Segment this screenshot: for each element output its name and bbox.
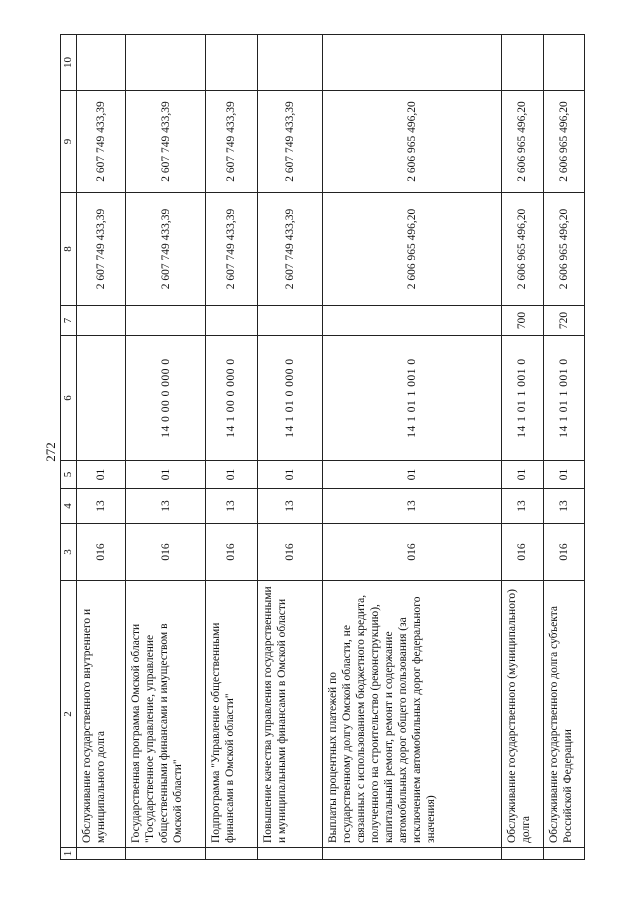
page-number: 272 <box>43 442 58 462</box>
cell-section: 13 <box>257 489 322 524</box>
cell-target-code: 14 1 01 1 001 0 <box>502 336 543 461</box>
cell-ministry: 016 <box>502 524 543 581</box>
table-row <box>322 35 501 860</box>
cell-target-code: 14 1 01 1 001 0 <box>322 336 501 461</box>
row-name: Обслуживание государственного внутреннего и муниципального долга <box>76 581 126 848</box>
cell-expense-type: 720 <box>543 306 584 336</box>
row-name: Обслуживание государственного (муниципального) долга <box>502 581 543 848</box>
cell-expense-type: 700 <box>502 306 543 336</box>
cell-amount: 2 606 965 496,20 <box>543 193 584 306</box>
cell-col10 <box>126 35 206 91</box>
cell-target-code: 14 1 01 1 001 0 <box>543 336 584 461</box>
row-name: Обслуживание государственного долга субъекта Российской Федерации <box>543 581 584 848</box>
cell-ministry: 016 <box>543 524 584 581</box>
cell-section: 13 <box>322 489 501 524</box>
cell-amount: 2 607 749 433,39 <box>257 193 322 306</box>
cell-section: 13 <box>205 489 257 524</box>
cell-subsection: 01 <box>502 461 543 489</box>
rotated-table-wrapper <box>60 35 585 860</box>
cell-amount-2: 2 606 965 496,20 <box>322 91 501 193</box>
header-cell: 10 <box>61 35 77 91</box>
cell-target-code: 14 1 01 0 000 0 <box>257 336 322 461</box>
cell-ministry: 016 <box>205 524 257 581</box>
cell-col10 <box>205 35 257 91</box>
cell-col10 <box>76 35 126 91</box>
row-name: Государственная программа Омской области "Государственное управление, управление общественными финансами и имуществом в Омской области" <box>126 581 206 848</box>
cell-amount-2: 2 607 749 433,39 <box>76 91 126 193</box>
cell-amount-2: 2 607 749 433,39 <box>257 91 322 193</box>
cell-expense-type <box>257 306 322 336</box>
cell-section: 13 <box>126 489 206 524</box>
cell-ministry: 016 <box>76 524 126 581</box>
budget-table <box>60 34 585 860</box>
cell-section: 13 <box>543 489 584 524</box>
header-cell: 6 <box>61 336 77 461</box>
cell-subsection: 01 <box>322 461 501 489</box>
header-cell: 8 <box>61 193 77 306</box>
header-cell: 7 <box>61 306 77 336</box>
header-row <box>61 35 77 860</box>
cell-ministry: 016 <box>126 524 206 581</box>
header-cell: 2 <box>61 581 77 848</box>
cell-subsection: 01 <box>126 461 206 489</box>
cell-col10 <box>502 35 543 91</box>
cell-amount: 2 606 965 496,20 <box>322 193 501 306</box>
row-name: Повышение качества управления государственными и муниципальными финансами в Омской области <box>257 581 322 848</box>
cell-amount-2: 2 606 965 496,20 <box>502 91 543 193</box>
cell-expense-type <box>322 306 501 336</box>
cell-ministry: 016 <box>322 524 501 581</box>
row-name: Выплаты процентных платежей по государственному долгу Омской области, не связанных с использованием бюджетного кредита, полученного на строительство (реконструкцию), капитальный ремонт, ремонт и содержание автомобильных дорог общего пользования (за исключением автомобильных дорог федерального значения) <box>322 581 501 848</box>
header-cell: 5 <box>61 461 77 489</box>
cell-amount-2: 2 606 965 496,20 <box>543 91 584 193</box>
cell-target-code: 14 0 00 0 000 0 <box>126 336 206 461</box>
cell-target-code <box>76 336 126 461</box>
cell-subsection: 01 <box>543 461 584 489</box>
table-row <box>205 35 257 860</box>
cell-target-code: 14 1 00 0 000 0 <box>205 336 257 461</box>
cell-subsection: 01 <box>205 461 257 489</box>
cell-amount: 2 607 749 433,39 <box>205 193 257 306</box>
header-cell: 1 <box>61 848 77 860</box>
cell-expense-type <box>126 306 206 336</box>
cell-subsection: 01 <box>76 461 126 489</box>
cell-expense-type <box>76 306 126 336</box>
cell-amount: 2 607 749 433,39 <box>126 193 206 306</box>
header-cell: 3 <box>61 524 77 581</box>
row-name: Подпрограмма "Управление общественными финансами в Омской области" <box>205 581 257 848</box>
table-row <box>76 35 126 860</box>
cell-amount: 2 606 965 496,20 <box>502 193 543 306</box>
cell-col10 <box>322 35 501 91</box>
cell-amount: 2 607 749 433,39 <box>76 193 126 306</box>
cell-col10 <box>543 35 584 91</box>
cell-ministry: 016 <box>257 524 322 581</box>
header-cell: 9 <box>61 91 77 193</box>
cell-subsection: 01 <box>257 461 322 489</box>
table-row <box>257 35 322 860</box>
cell-expense-type <box>205 306 257 336</box>
header-cell: 4 <box>61 489 77 524</box>
table-row <box>126 35 206 860</box>
cell-section: 13 <box>76 489 126 524</box>
table-row <box>543 35 584 860</box>
cell-section: 13 <box>502 489 543 524</box>
table-row <box>502 35 543 860</box>
cell-amount-2: 2 607 749 433,39 <box>205 91 257 193</box>
cell-amount-2: 2 607 749 433,39 <box>126 91 206 193</box>
cell-col10 <box>257 35 322 91</box>
